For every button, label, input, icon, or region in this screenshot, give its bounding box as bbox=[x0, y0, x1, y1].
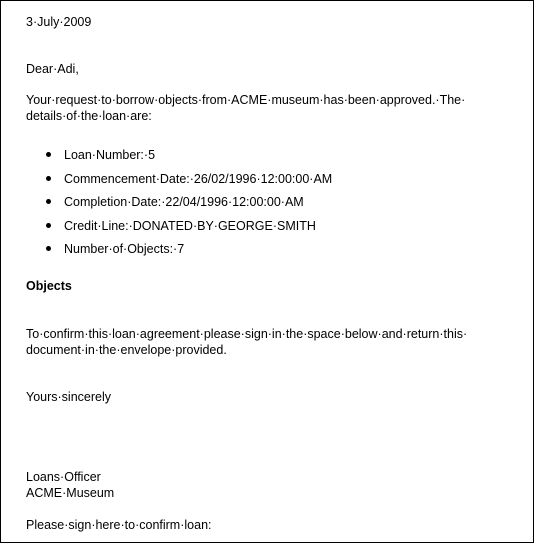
signer-title: Loans·Officer bbox=[26, 470, 101, 484]
bullet-icon bbox=[46, 199, 51, 204]
confirm-paragraph bbox=[26, 326, 467, 358]
detail-loan-number: Loan·Number:·5 bbox=[64, 148, 156, 162]
confirm-line: document·in·the·envelope·provided. bbox=[26, 343, 227, 357]
intro-paragraph bbox=[26, 92, 516, 124]
bullet-icon bbox=[46, 176, 51, 181]
objects-heading: Objects bbox=[26, 279, 72, 293]
greeting: Dear·Adi, bbox=[26, 62, 79, 76]
list-item bbox=[46, 171, 332, 195]
signer-organization: ACME·Museum bbox=[26, 486, 115, 500]
bullet-icon bbox=[46, 246, 51, 251]
list-item bbox=[46, 147, 332, 171]
loan-details-list bbox=[46, 147, 332, 265]
bullet-icon bbox=[46, 152, 51, 157]
list-item bbox=[46, 194, 332, 218]
confirm-line: To·confirm·this·loan·agreement·please·sign·in·the·space·below·and·return·this· bbox=[26, 327, 468, 341]
intro-line: details·of·the·loan·are: bbox=[26, 109, 152, 123]
detail-credit-line: Credit·Line:·DONATED·BY·GEORGE·SMITH bbox=[64, 218, 316, 233]
detail-completion-date: Completion·Date:·22/04/1996·12:00:00·AM bbox=[64, 195, 304, 209]
list-item bbox=[46, 241, 332, 265]
closing: Yours·sincerely bbox=[26, 390, 111, 404]
detail-commencement-date: Commencement·Date:·26/02/1996·12:00:00·AM bbox=[64, 171, 333, 186]
bullet-icon bbox=[46, 223, 51, 228]
letter-date: 3·July·2009 bbox=[26, 15, 92, 29]
signature-block bbox=[26, 469, 114, 501]
list-item bbox=[46, 218, 332, 242]
detail-number-of-objects: Number·of·Objects:·7 bbox=[64, 242, 185, 256]
intro-line: Your·request·to·borrow·objects·from·ACME·museum·has·been·approved.·The· bbox=[26, 93, 466, 107]
sign-prompt: Please·sign·here·to·confirm·loan: bbox=[26, 518, 212, 532]
